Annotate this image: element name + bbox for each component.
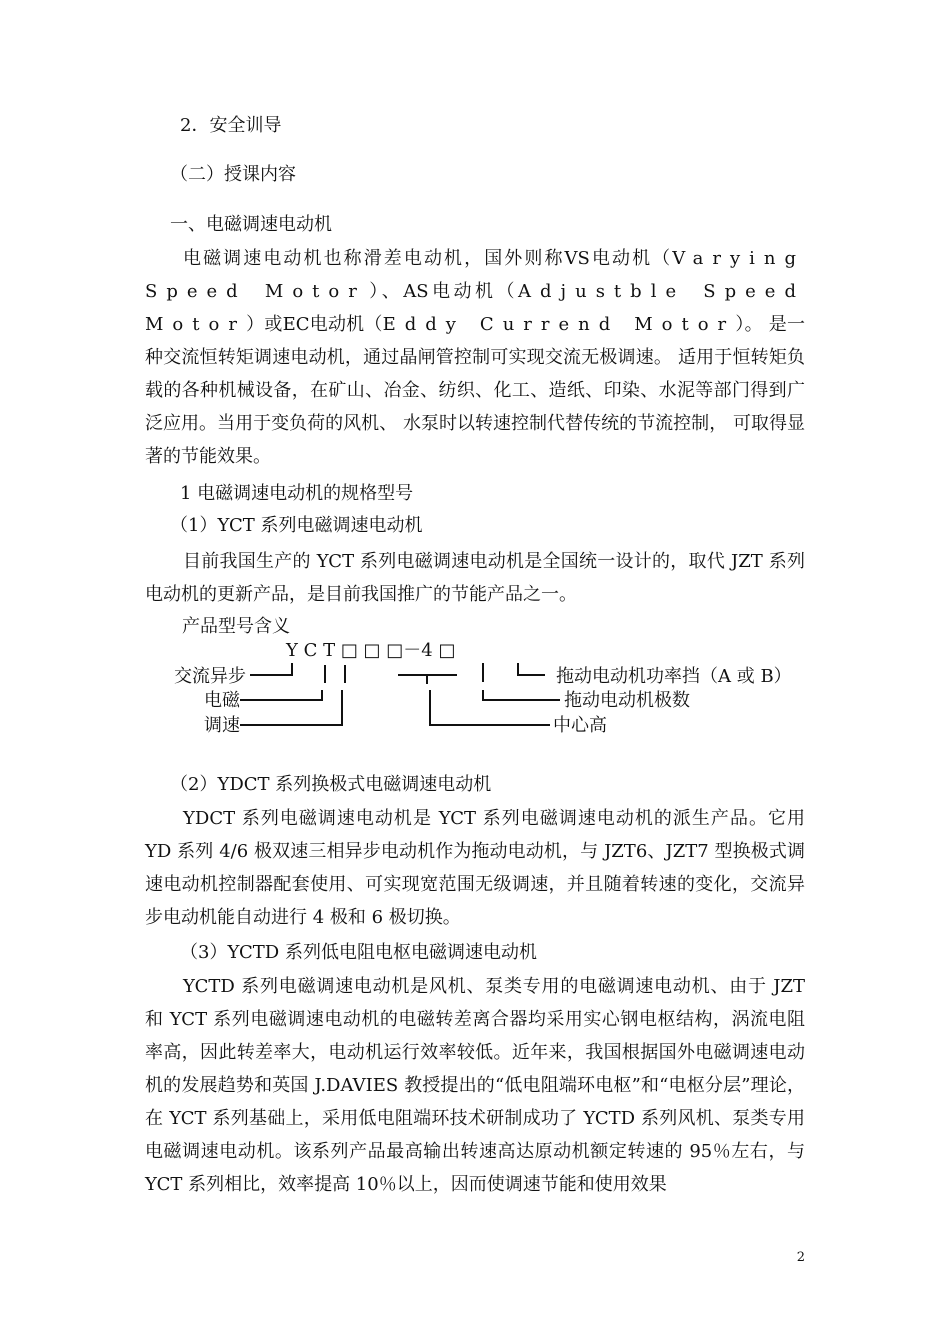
intro-text-g: ）。 是一种交流恒转矩调速电动机，通过晶闸管控制可实现交流无极调速。 适用于恒转矩负载的各种机械设备，在矿山、冶金、纺织、化工、造纸、印染、水泥等部门得到广泛应用。当用于变负荷的风机、 水泵时以转速控制代替传统的节流控制， 可取得显著的节能效果。 — [145, 314, 805, 467]
model-designation-diagram — [170, 638, 810, 748]
label-motor-poles: 拖动电动机极数 — [564, 690, 690, 711]
diagram-connector-lines — [170, 638, 810, 748]
heading-yct-series: （1）YCT 系列电磁调速电动机 — [170, 515, 423, 536]
intro-text-c: ）、AS电动机（ — [365, 281, 518, 302]
ydct-paragraph: YDCT 系列电磁调速电动机是 YCT 系列电磁调速电动机的派生产品。它用 YD 系列 4/6 极双速三相异步电动机作为拖动电动机，与 JZT6、JZT7 型换极式调速电动机控制器配套使用、可实现宽范围无级调速，并且随着转速的变化，交流异步电动机能自动进行 4 极和 6 极切换。 — [145, 808, 805, 928]
label-center-height: 中心高 — [553, 715, 607, 736]
model-code: Y C T □ □ □－4 □ — [286, 640, 456, 661]
intro-text-varying-speed-motor: Varying Speed Motor — [145, 248, 805, 302]
model-meaning-label: 产品型号含义 — [182, 616, 290, 637]
label-speed-regulation: 调速 — [204, 715, 240, 736]
intro-text-adjustable-speed-motor: Adjustble Speed Motor — [145, 281, 805, 335]
label-power-rating: 拖动电动机功率挡（A 或 B） — [556, 666, 792, 687]
label-ac-async: 交流异步 — [174, 666, 246, 687]
heading-section-1: 一、电磁调速电动机 — [170, 214, 332, 235]
heading-spec-model: 1 电磁调速电动机的规格型号 — [180, 483, 414, 504]
intro-paragraph — [145, 242, 805, 473]
yct-paragraph: 目前我国生产的 YCT 系列电磁调速电动机是全国统一设计的，取代 JZT 系列电动机的更新产品，是目前我国推广的节能产品之一。 — [145, 551, 805, 605]
page-number: 2 — [796, 1250, 805, 1265]
heading-safety-training: 2．安全训导 — [180, 115, 282, 136]
heading-course-content: （二）授课内容 — [170, 164, 296, 185]
heading-ydct-series: （2）YDCT 系列换极式电磁调速电动机 — [170, 774, 492, 795]
yctd-paragraph: YCTD 系列电磁调速电动机是风机、泵类专用的电磁调速电动机、由于 JZT 和 YCT 系列电磁调速电动机的电磁转差离合器均采用实心钢电枢结构，涡流电阻率高，因此转差率大，电动机运行效率较低。近年来，我国根据国外电磁调速电动机的发展趋势和英国 J.DAVIES 教授提出的“低电阻端环电枢”和“电枢分层”理论，在 YCT 系列基础上，采用低电阻端环技术研制成功了 YCTD 系列风机、泵类专用电磁调速电动机。该系列产品最高输出转速高达原动机额定转速的 95％左右，与 YCT 系列相比，效率提高 10％以上，因而使调速节能和使用效果 — [145, 976, 805, 1195]
intro-text-e: ）或EC电动机（ — [245, 314, 383, 335]
intro-text-eddy-current-motor: Eddy Currend Motor — [382, 314, 736, 335]
label-electromagnetic: 电磁 — [204, 690, 240, 711]
intro-text-a: 电磁调速电动机也称滑差电动机，国外则称VS电动机（ — [183, 248, 673, 269]
heading-yctd-series: （3）YCTD 系列低电阻电枢电磁调速电动机 — [180, 942, 537, 963]
